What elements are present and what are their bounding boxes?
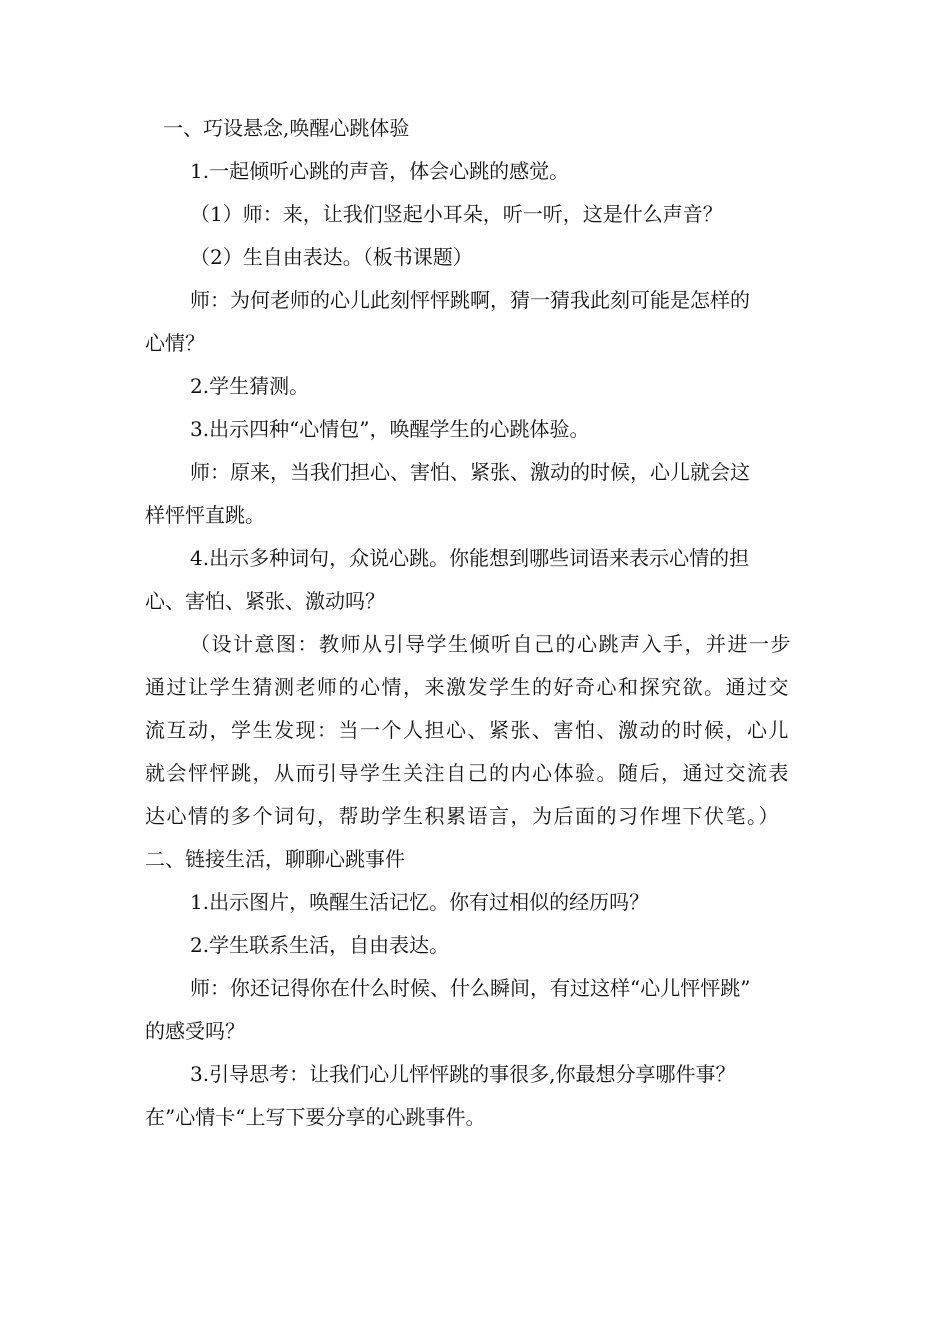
- paragraph-line: 师：原来，当我们担心、害怕、紧张、激动的时候，心儿就会这: [190, 460, 750, 484]
- paragraph-line: 心情？: [145, 331, 205, 355]
- paragraph-line: 的感受吗？: [145, 1019, 245, 1043]
- design-intent-line: 流互动，学生发现：当一个人担心、紧张、害怕、激动的时候，心儿: [145, 718, 790, 742]
- paragraph-line: 3.引导思考：让我们心儿怦怦跳的事很多,你最想分享哪件事？: [190, 1062, 736, 1086]
- section-heading-1: 一、巧设悬念,唤醒心跳体验: [163, 116, 410, 140]
- paragraph-line: （1）师：来，让我们竖起小耳朵，听一听，这是什么声音？: [190, 202, 723, 226]
- paragraph-line: 心、害怕、紧张、激动吗？: [145, 589, 385, 613]
- paragraph-line: 样怦怦直跳。: [145, 503, 265, 527]
- paragraph-line: 1.出示图片，唤醒生活记忆。你有过相似的经历吗？: [190, 890, 650, 914]
- design-intent-line: 通过让学生猜测老师的心情，来激发学生的好奇心和探究欲。通过交: [145, 675, 790, 699]
- paragraph-line: 在”心情卡“上写下要分享的心跳事件。: [145, 1105, 486, 1129]
- section-heading-2: 二、链接生活，聊聊心跳事件: [145, 847, 405, 871]
- paragraph-line: 师：为何老师的心儿此刻怦怦跳啊，猜一猜我此刻可能是怎样的: [190, 288, 750, 312]
- design-intent-line: 就会怦怦跳，从而引导学生关注自己的内心体验。随后，通过交流表: [145, 761, 790, 785]
- paragraph-line: 师：你还记得你在什么时候、什么瞬间，有过这样“心儿怦怦跳”: [190, 976, 751, 1000]
- paragraph-line: 3.出示四种“心情包”，唤醒学生的心跳体验。: [190, 417, 590, 441]
- paragraph-line: （2）生自由表达。（板书课题）: [190, 245, 473, 269]
- design-intent-line: 达心情的多个词句，帮助学生积累语言，为后面的习作埋下伏笔。）: [145, 804, 780, 828]
- paragraph-line: 2.学生猜测。: [190, 374, 310, 398]
- paragraph-line: 2.学生联系生活，自由表达。: [190, 933, 450, 957]
- design-intent-line: （设计意图：教师从引导学生倾听自己的心跳声入手，并进一步: [190, 632, 792, 656]
- paragraph-line: 4.出示多种词句，众说心跳。你能想到哪些词语来表示心情的担: [190, 546, 750, 570]
- paragraph-line: 1.一起倾听心跳的声音，体会心跳的感觉。: [190, 159, 570, 183]
